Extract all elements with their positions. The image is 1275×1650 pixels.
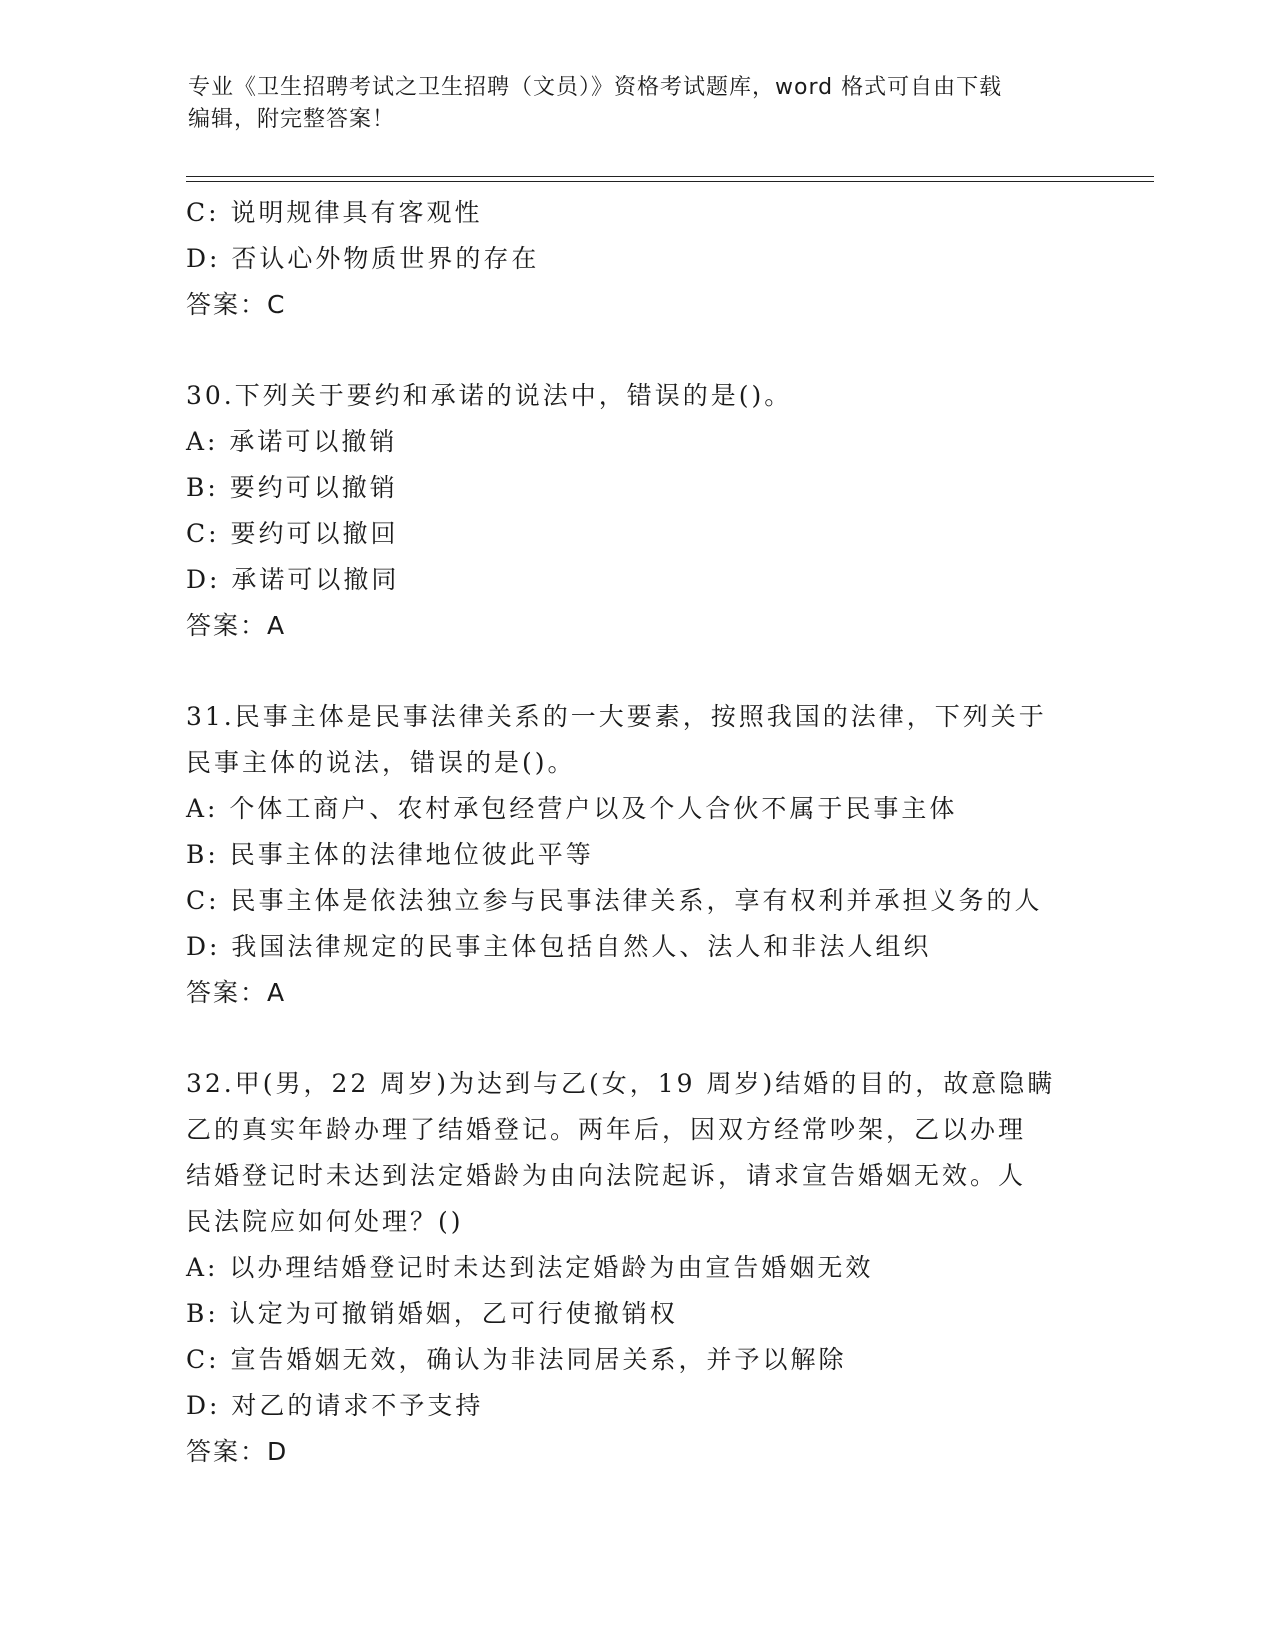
- option-a: A: 个体工商户、农村承包经营户以及个人合伙不属于民事主体: [186, 794, 958, 823]
- option-b: B: 要约可以撤销: [186, 473, 398, 502]
- option-b: B: 民事主体的法律地位彼此平等: [186, 840, 594, 869]
- spacer: [186, 1016, 1086, 1061]
- option-d: D: 我国法律规定的民事主体包括自然人、法人和非法人组织: [186, 932, 932, 961]
- question-stem-line-2: 民事主体的说法，错误的是()。: [186, 748, 576, 777]
- option-c: C: 民事主体是依法独立参与民事法律关系，享有权利并承担义务的人: [186, 886, 1043, 915]
- header-rule-top: [186, 176, 1154, 177]
- question-30: [186, 373, 1086, 649]
- answer-label: 答案：A: [186, 611, 287, 640]
- option-c: C: 说明规律具有客观性: [186, 198, 483, 227]
- header-line-1: 专业《卫生招聘考试之卫生招聘（文员）》资格考试题库，word 格式可自由下载: [188, 75, 1003, 100]
- answer-label: 答案：A: [186, 978, 287, 1007]
- option-d: D: 对乙的请求不予支持: [186, 1391, 484, 1420]
- header-line-2: 编辑，附完整答案！: [188, 107, 396, 132]
- option-b: B: 认定为可撤销婚姻，乙可行使撤销权: [186, 1299, 678, 1328]
- spacer: [186, 649, 1086, 694]
- question-29-tail: [186, 190, 1086, 328]
- answer-label: 答案：D: [186, 1437, 289, 1466]
- question-stem-line-4: 民法院应如何处理？(): [186, 1207, 464, 1236]
- question-content: [186, 190, 1086, 1475]
- answer-label: 答案：C: [186, 290, 287, 319]
- question-32: [186, 1061, 1086, 1475]
- question-stem-line-1: 31.民事主体是民事法律关系的一大要素，按照我国的法律，下列关于: [186, 702, 1047, 731]
- question-stem-line-2: 乙的真实年龄办理了结婚登记。两年后，因双方经常吵架，乙以办理: [186, 1115, 1027, 1144]
- page-header: [188, 72, 1068, 136]
- option-c: C: 要约可以撤回: [186, 519, 399, 548]
- question-31: [186, 694, 1086, 1016]
- question-stem-line-1: 32.甲(男，22 周岁)为达到与乙(女，19 周岁)结婚的目的，故意隐瞒: [186, 1069, 1056, 1098]
- option-a: A: 承诺可以撤销: [186, 427, 398, 456]
- header-rule-bottom: [186, 181, 1154, 182]
- option-d: D: 否认心外物质世界的存在: [186, 244, 540, 273]
- question-stem-line-3: 结婚登记时未达到法定婚龄为由向法院起诉，请求宣告婚姻无效。人: [186, 1161, 1027, 1190]
- question-stem: 30.下列关于要约和承诺的说法中，错误的是()。: [186, 381, 793, 410]
- option-c: C: 宣告婚姻无效，确认为非法同居关系，并予以解除: [186, 1345, 847, 1374]
- spacer: [186, 328, 1086, 373]
- option-a: A: 以办理结婚登记时未达到法定婚龄为由宣告婚姻无效: [186, 1253, 874, 1282]
- option-d: D: 承诺可以撤同: [186, 565, 400, 594]
